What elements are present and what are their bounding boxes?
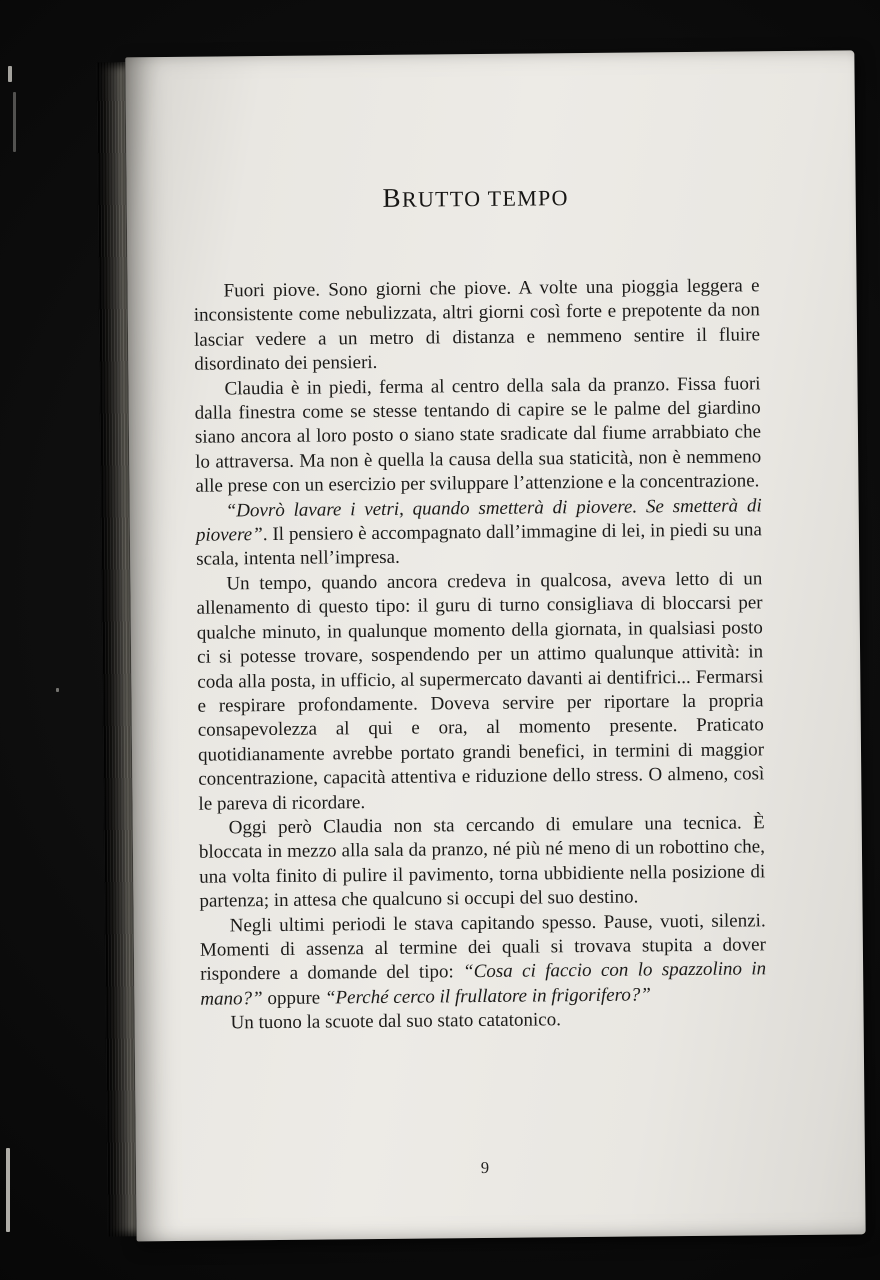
paragraph <box>200 909 767 1012</box>
page-number: 9 <box>480 1157 490 1178</box>
page-edge-glint <box>13 92 16 152</box>
page-edge-glint <box>6 1148 10 1232</box>
italic-text-segment: “Perché cerco il frullatore in frigorifero?” <box>324 984 651 1009</box>
page-edge-glint <box>8 66 12 82</box>
italic-text-segment: “Dovrò lavare i vetri, quando smetterà di piovere. Se smetterà di piovere” <box>195 494 762 546</box>
open-book <box>96 50 865 1241</box>
paragraph <box>200 1006 766 1036</box>
page-content <box>125 50 865 1241</box>
text-segment: Un tuono la scuote dal suo stato catatonico. <box>230 1009 562 1034</box>
text-segment: Un tempo, quando ancora credeva in qualcosa, aveva letto di un allenamento di questo tipo: il guru di turno consigliava di bloccarsi per qualche minuto, in qualunque momento della giornata, in qualsiasi posto ci si potesse trovare, sospendendo per un attimo qualunque attività: in coda alla posta, in ufficio, al supermercato davanti ai dentifrici... Fermarsi e respirare profondamente. Doveva servire per riportare la propria consapevolezza al qui e ora, al momento presente. Praticato quotidianamente avrebbe portato grandi benefici, in termini di maggior concentrazione, capacità attentiva e riduzione dello stress. O almeno, così le pareva di ricordare. <box>196 568 765 815</box>
paragraph <box>196 494 763 573</box>
text-segment: . Il pensiero è accompagnato dall’immagine di lei, in piedi su una scala, intenta nell’impresa. <box>196 519 762 571</box>
text-segment: Oggi però Claudia non sta cercando di emulare una tecnica. È bloccata in mezzo alla sala da pranzo, né più né meno di un robottino che, una volta finito di pulire il pavimento, torna ubbidiente nella posizione di partenza; in attesa che qualcuno si occupi del suo destino. <box>198 812 766 912</box>
text-segment: Negli ultimi periodi le stava capitando spesso. Pause, vuoti, silenzi. Momenti di assenza al termine dei quali si trovava stupita a dover rispondere a domande del tipo: <box>199 909 766 986</box>
text-segment: Claudia è in piedi, ferma al centro della sala da pranzo. Fissa fuori dalla finestra come se stesse tentando di capire se le palme del giardino siano ancora al loro posto o siano state sradicate dal fiume arrabbiato che lo attraversa. Ma non è quella la causa della sua staticità, non è nemmeno alle prese con un esercizio per sviluppare l’attenzione e la concentrazione. <box>194 372 762 497</box>
body-text <box>193 274 766 1036</box>
paragraph <box>199 811 766 914</box>
italic-text-segment: “Cosa ci faccio con lo spazzolino in mano?” <box>200 958 767 1010</box>
text-segment: oppure <box>262 987 326 1009</box>
paragraph <box>193 274 760 377</box>
text-segment: Fuori piove. Sono giorni che piove. A volte una pioggia leggera e inconsistente come nebulizzata, altri giorni così forte e prepotente da non lasciar vedere a un metro di distanza e nemmeno sentire il fluire disordinato dei pensieri. <box>193 275 761 375</box>
book-page <box>125 50 865 1241</box>
page-edge-glint <box>56 688 59 692</box>
paragraph <box>194 372 761 499</box>
chapter-title: BRUTTO TEMPO <box>382 182 569 213</box>
paragraph <box>196 567 764 816</box>
